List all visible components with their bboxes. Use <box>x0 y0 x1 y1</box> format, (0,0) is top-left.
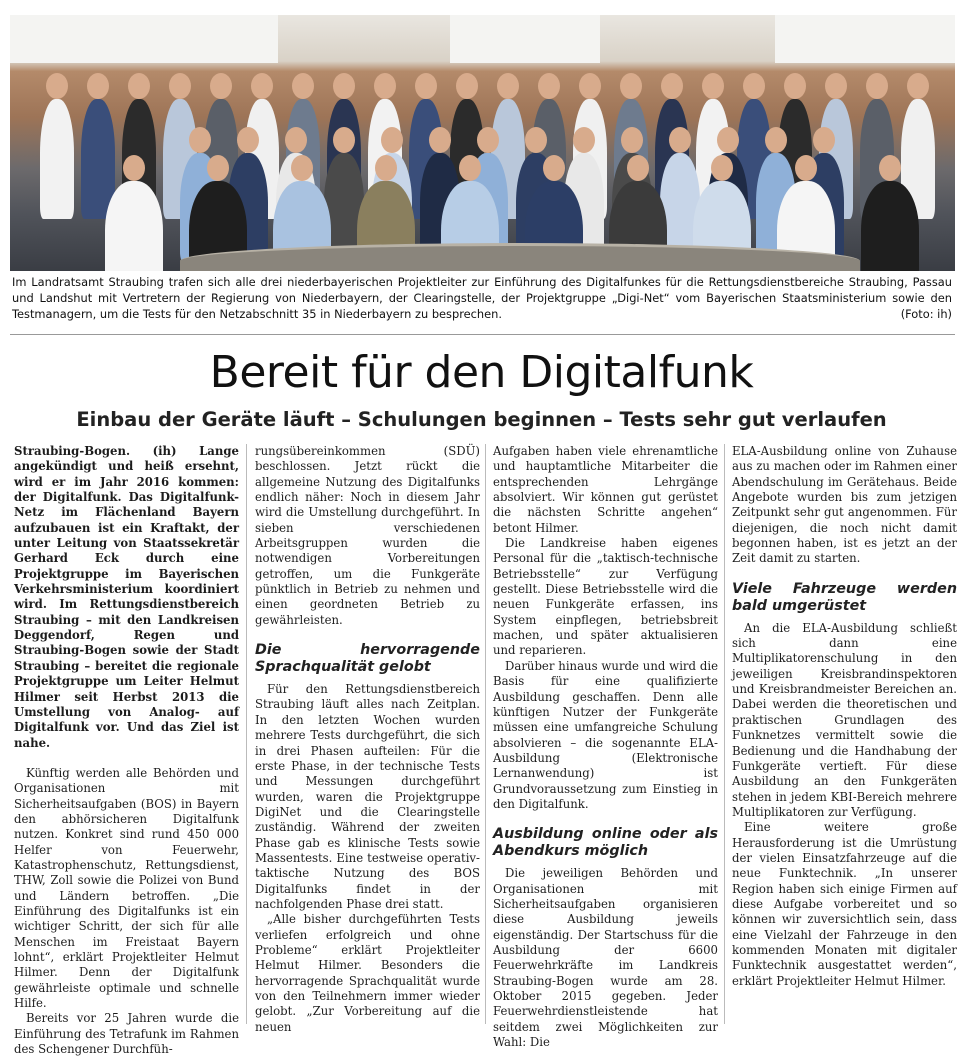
paragraph: „Alle bisher durchgeführten Tests verliefen erfolgreich und ohne Probleme“ erklärt Projektleiter Helmut Hilmer. Besonders die hervorragende Sprachqualität wurde von den Teilnehmern immer wieder gelobt. „Zur Vorbereitung auf die neuen <box>255 912 480 1034</box>
photo-person-head <box>381 127 403 153</box>
paragraph: Für den Rettungsdienstbereich Straubing läuft alles nach Zeitplan. In den letzten Wochen wurden mehrere Tests durchgeführt, die sich in drei Phasen aufteilen: Für die erste Phase, in der technische Tests und Messungen durchgeführt wurden, waren die Projektgruppe DigiNet und die Clearingstelle zuständig. Während der zweiten Phase gab es klinische Tests sowie Massentests. Eine testweise operativ-taktische Nutzung des BOS Digitalfunks findet in der nachfolgenden Phase drei statt. <box>255 682 480 911</box>
article-column-4 <box>732 444 957 989</box>
photo-person-head <box>866 73 888 99</box>
photo-credit: (Foto: ih) <box>900 307 952 322</box>
photo-person-head <box>525 127 547 153</box>
photo-person-head <box>374 73 396 99</box>
photo-person-head <box>711 155 733 181</box>
paragraph: rungsübereinkommen (SDÜ) beschlossen. Jetzt rückt die allgemeine Nutzung des Digitalfunks endlich näher: Noch in diesem Jahr wird die Umstellung durchgeführt. In sieben verschiedenen Arbeitsgruppen wurden die notwendigen Vorbereitungen getroffen, um die Funkgeräte pünktlich in Betrieb zu nehmen und einen geordneten Betrieb zu gewährleisten. <box>255 444 480 627</box>
article-headline: Bereit für den Digitalfunk <box>209 347 754 398</box>
photo-person-head <box>543 155 565 181</box>
photo-person-head <box>415 73 437 99</box>
photo-person-head <box>879 155 901 181</box>
photo-person-head <box>375 155 397 181</box>
photo-conference-table <box>180 243 860 271</box>
photo-person-head <box>292 73 314 99</box>
photo-person-head <box>907 73 929 99</box>
photo-person-head <box>669 127 691 153</box>
paragraph: Die jeweiligen Behörden und Organisationen mit Sicherheitsaufgaben organisieren diese Ausbildung jeweils eigenständig. Der Startschuss für die Ausbildung der 6600 Feuerwehrkräfte im Landkreis Straubing-Bogen wurde am 28. Oktober 2015 gegeben. Jeder Feuerwehrdienstleistende hat seitdem zwei Möglichkeiten zur Wahl: Die <box>493 866 718 1050</box>
photo-person-head <box>627 155 649 181</box>
photo-person-head <box>333 73 355 99</box>
photo-person-head <box>784 73 806 99</box>
photo-person-head <box>621 127 643 153</box>
paragraph: Künftig werden alle Behörden und Organisationen mit Sicherheitsaufgaben (BOS) in Bayern den abhörsicheren Digitalfunk nutzen. Konkret sind rund 450 000 Helfer von Feuerwehr, Katastrophenschutz, Rettungsdienst, THW, Zoll sowie die Polizei von Bund und Ländern betroffen. „Die Einführung des Digitalfunks ist ein wichtiger Schritt, der sich für alle Menschen im Freistaat Bayern lohnt“, erklärt Projektleiter Helmut Hilmer. Denn der Digitalfunk gewährleiste optimale und schnelle Hilfe. <box>14 765 239 1011</box>
paragraph: Bereits vor 25 Jahren wurde die Einführung des Tetrafunk im Rahmen des Schengener Durchfüh- <box>14 1011 239 1057</box>
lead-paragraph: Straubing-Bogen. (ih) Lange angekündigt und heiß ersehnt, wird er im Jahr 2016 kommen: der Digitalfunk. Das Digitalfunk-Netz im Flächenland Bayern aufzubauen ist ein Kraftakt, der unter Leitung von Staatssekretär Gerhard Eck durch eine Projektgruppe im Bayerischen Verkehrsministerium koordiniert wird. Im Rettungsdienstbereich Straubing – mit den Landkreisen Deggendorf, Regen und Straubing-Bogen sowie der Stadt Straubing – bereitet die regionale Projektgruppe um Leiter Helmut Hilmer seit Herbst 2013 die Umstellung von Analog- auf Digitalfunk vor. Und das Ziel ist nahe. <box>14 444 239 750</box>
photo-person-head <box>291 155 313 181</box>
photo-person-head <box>813 127 835 153</box>
column-rule <box>246 444 247 1024</box>
photo-person-head <box>795 155 817 181</box>
photo-person-head <box>579 73 601 99</box>
photo-person-head <box>717 127 739 153</box>
subheading: Die hervorragende Sprachqualität gelobt <box>255 642 480 676</box>
caption-divider <box>10 334 955 335</box>
photo-person-head <box>497 73 519 99</box>
photo-person-head <box>207 155 229 181</box>
paragraph: Aufgaben haben viele ehrenamtliche und hauptamtliche Mitarbeiter die entsprechenden Lehrgänge absolviert. Wir können gut gerüstet die nächsten Schritte angehen“ betont Hilmer. <box>493 444 718 535</box>
photo-person-head <box>169 73 191 99</box>
photo-caption <box>12 274 952 323</box>
photo-person <box>40 99 74 219</box>
photo-person-head <box>123 155 145 181</box>
photo-person-head <box>251 73 273 99</box>
photo-person-head <box>210 73 232 99</box>
photo-person-head <box>538 73 560 99</box>
paragraph: Darüber hinaus wurde und wird die Basis für eine qualifizierte Ausbildung geschaffen. Denn alle künftigen Nutzer der Funkgeräte müssen eine umfangreiche Schulung absolvieren – die sogenannte ELA-Ausbildung (Elektronische Lernanwendung) ist Grundvoraussetzung zum Einstieg in den Digitalfunk. <box>493 658 718 811</box>
photo-person-head <box>661 73 683 99</box>
photo-person-head <box>743 73 765 99</box>
photo-person-head <box>765 127 787 153</box>
photo-window-left <box>10 15 278 63</box>
photo-person-head <box>573 127 595 153</box>
photo-person-head <box>459 155 481 181</box>
photo-window-right <box>775 15 955 63</box>
paragraph: Die Landkreise haben eigenes Personal für die „taktisch-technische Betriebsstelle“ zur Verfügung gestellt. Diese Betriebsstelle wird die neuen Funkgeräte erfassen, ins System einpflegen, betriebsbreit machen, und später aktualisieren und reparieren. <box>493 536 718 658</box>
paragraph: Eine weitere große Herausforderung ist die Umrüstung der vielen Einsatzfahrzeuge auf die neue Funktechnik. „In unserer Region haben sich einige Firmen auf diese Aufgabe vorbereitet und so können wir zuversichtlich sein, dass eine Vielzahl der Fahrzeuge in den kommenden Monaten mit digitaler Funktechnik ausgestattet werden“, erklärt Projektleiter Helmut Hilmer. <box>732 820 957 988</box>
photo-person-head <box>825 73 847 99</box>
article-column-2 <box>255 444 480 1035</box>
photo-person-head <box>128 73 150 99</box>
photo-person <box>105 181 163 271</box>
photo-person-head <box>87 73 109 99</box>
article-subheadline: Einbau der Geräte läuft – Schulungen beginnen – Tests sehr gut verlaufen <box>76 408 887 431</box>
paragraph: ELA-Ausbildung online von Zuhause aus zu machen oder im Rahmen einer Abendschulung im Gerätehaus. Beide Angebote wurden bis zum jetzigen Zeitpunkt sehr gut angenommen. Für diejenigen, die noch nicht damit begonnen haben, ist es jetzt an der Zeit damit zu starten. <box>732 444 957 566</box>
photo-person-head <box>237 127 259 153</box>
photo-person-head <box>285 127 307 153</box>
article-column-3 <box>493 444 718 1050</box>
caption-text: Im Landratsamt Straubing trafen sich alle drei niederbayerischen Projektleiter zur Einführung des Digitalfunkes für die Rettungsdienstbereiche Straubing, Passau und Landshut mit Vertretern der Regierung von Niederbayern, der Clearingstelle, der Projektgruppe „Digi-Net“ vom Bayerischen Staatsministerium sowie den Testmanagern, um die Tests für den Netzabschnitt 35 in Niederbayern zu besprechen. <box>12 275 952 322</box>
photo-window-center <box>450 15 600 63</box>
photo-person-head <box>477 127 499 153</box>
photo-person-head <box>620 73 642 99</box>
subheading: Viele Fahrzeuge werden bald umgerüstet <box>732 580 957 614</box>
photo-person-head <box>46 73 68 99</box>
group-photo <box>10 15 955 271</box>
article-column-1 <box>14 444 239 1057</box>
photo-person-head <box>333 127 355 153</box>
photo-person-head <box>456 73 478 99</box>
paragraph: An die ELA-Ausbildung schließt sich dann eine Multiplikatorenschulung in den jeweiligen Kreisbrandinspektoren und Kreisbrandmeister Bereichen an. Dabei werden die theoretischen und praktischen Grundlagen des Funknetzes vermittelt sowie die Bedienung und die Handhabung der Funkgeräte vertieft. Für diese Ausbildung an den Funkgeräten stehen in jedem KBI-Bereich mehrere Multiplikatoren zur Verfügung. <box>732 620 957 819</box>
photo-person-head <box>429 127 451 153</box>
photo-person <box>861 181 919 271</box>
photo-person-head <box>189 127 211 153</box>
subheading: Ausbildung online oder als Abendkurs möglich <box>493 826 718 860</box>
column-rule <box>724 444 725 1024</box>
photo-person-head <box>702 73 724 99</box>
column-rule <box>485 444 486 1024</box>
